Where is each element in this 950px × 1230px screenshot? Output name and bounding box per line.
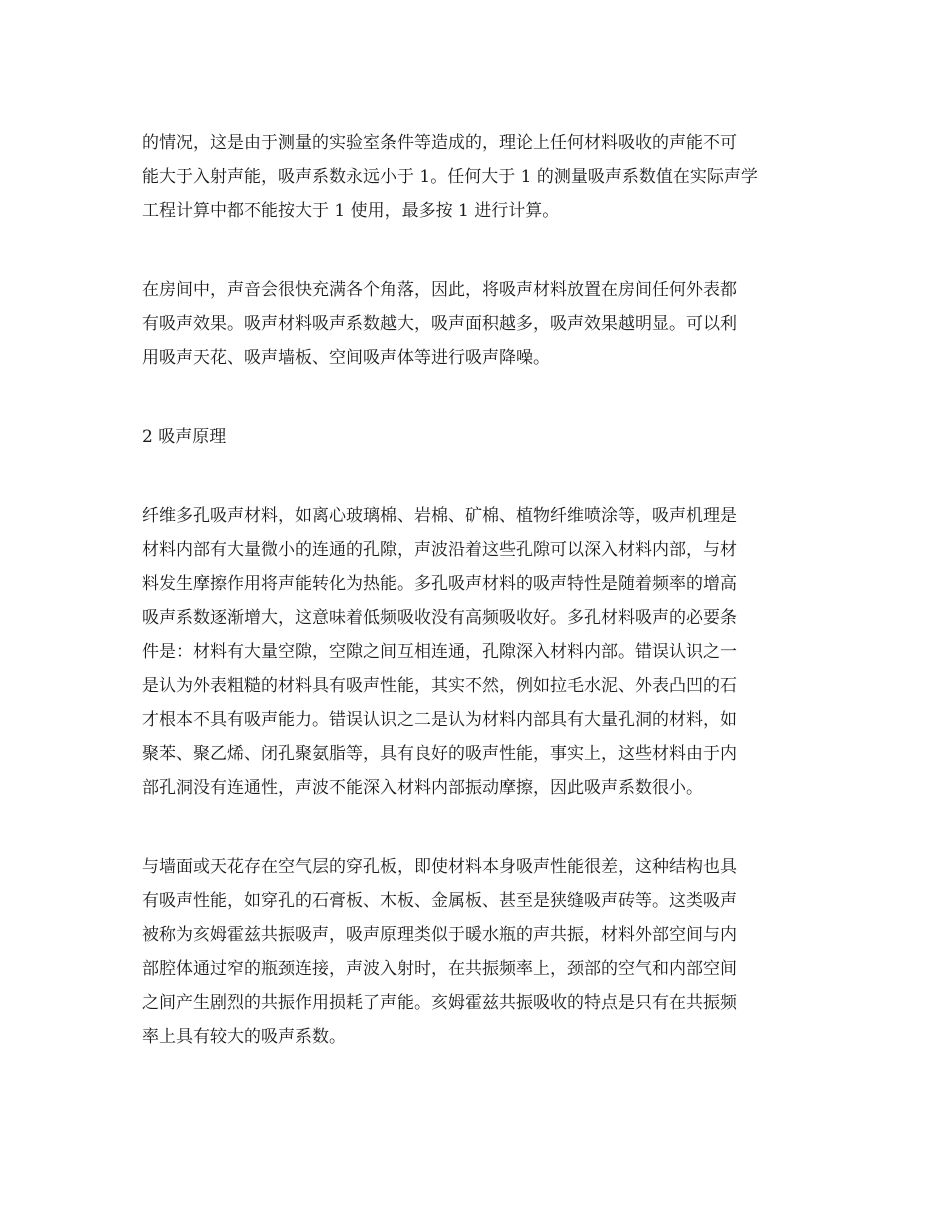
text-line: 被称为亥姆霍兹共振吸声，吸声原理类似于暖水瓶的声共振，材料外部空间与内: [142, 925, 737, 945]
text-line: 纤维多孔吸声材料，如离心玻璃棉、岩棉、矿棉、植物纤维喷涂等，吸声机理是: [142, 506, 737, 526]
section-title: 2 吸声原理: [142, 427, 227, 447]
text-line: 与墙面或天花存在空气层的穿孔板，即使材料本身吸声性能很差，这种结构也具: [142, 857, 737, 877]
paragraph-helmholtz-resonance: [142, 850, 814, 1054]
text-line: 部孔洞没有连通性，声波不能深入材料内部振动摩擦，因此吸声系数很小。: [142, 778, 703, 798]
text-line: 材料内部有大量微小的连通的孔隙，声波沿着这些孔隙可以深入材料内部，与材: [142, 540, 737, 560]
text-line: 的情况，这是由于测量的实验室条件等造成的，理论上任何材料吸收的声能不可: [142, 133, 737, 153]
text-line: 件是：材料有大量空隙，空隙之间互相连通，孔隙深入材料内部。错误认识之一: [142, 642, 737, 662]
text-line: 吸声系数逐渐增大，这意味着低频吸收没有高频吸收好。多孔材料吸声的必要条: [142, 608, 737, 628]
document-page: [142, 126, 814, 1099]
section-heading: [142, 420, 814, 454]
text-line: 才根本不具有吸声能力。错误认识之二是认为材料内部具有大量孔洞的材料，如: [142, 710, 737, 730]
text-line: 能大于入射声能，吸声系数永远小于 1。任何大于 1 的测量吸声系数值在实际声学: [142, 167, 758, 187]
text-line: 部腔体通过窄的瓶颈连接，声波入射时，在共振频率上，颈部的空气和内部空间: [142, 959, 737, 979]
text-line: 料发生摩擦作用将声能转化为热能。多孔吸声材料的吸声特性是随着频率的增高: [142, 574, 737, 594]
paragraph-room-absorption: [142, 273, 814, 375]
text-line: 有吸声效果。吸声材料吸声系数越大，吸声面积越多，吸声效果越明显。可以利: [142, 314, 737, 334]
paragraph-porous-materials: [142, 499, 814, 805]
text-line: 是认为外表粗糙的材料具有吸声性能，其实不然，例如拉毛水泥、外表凸凹的石: [142, 676, 737, 696]
text-line: 在房间中，声音会很快充满各个角落，因此，将吸声材料放置在房间任何外表都: [142, 280, 737, 300]
text-line: 有吸声性能，如穿孔的石膏板、木板、金属板、甚至是狭缝吸声砖等。这类吸声: [142, 891, 737, 911]
text-line: 之间产生剧烈的共振作用损耗了声能。亥姆霍兹共振吸收的特点是只有在共振频: [142, 993, 737, 1013]
text-line: 用吸声天花、吸声墙板、空间吸声体等进行吸声降噪。: [142, 348, 550, 368]
paragraph-sound-absorption-coefficient: [142, 126, 814, 228]
text-line: 聚苯、聚乙烯、闭孔聚氨脂等，具有良好的吸声性能，事实上，这些材料由于内: [142, 744, 737, 764]
text-line: 率上具有较大的吸声系数。: [142, 1027, 346, 1047]
text-line: 工程计算中都不能按大于 1 使用，最多按 1 进行计算。: [142, 201, 560, 221]
